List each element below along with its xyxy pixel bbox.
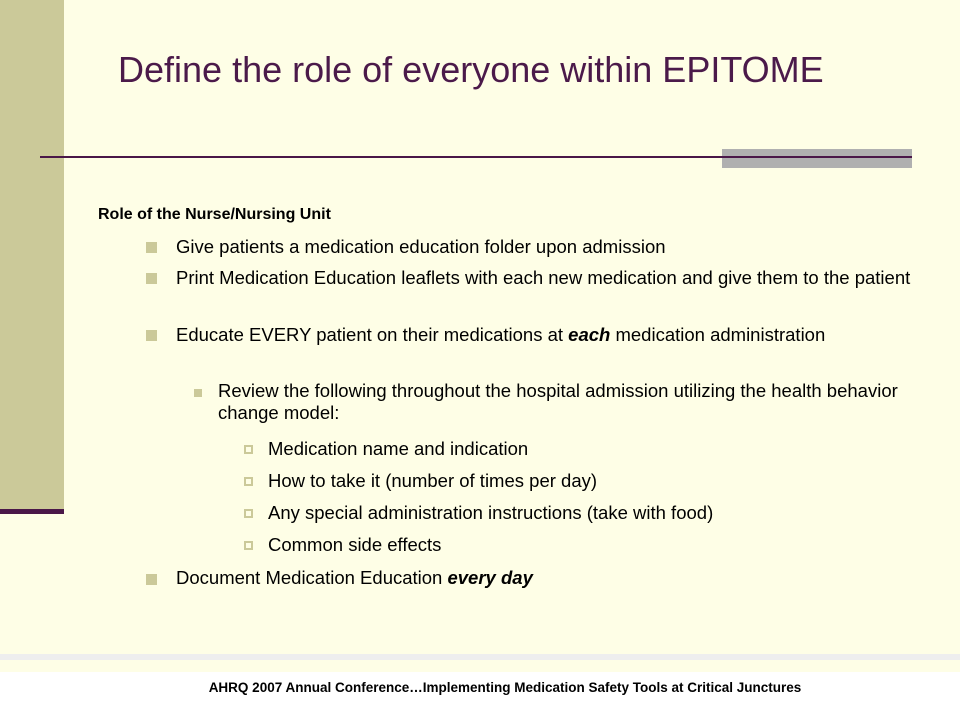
title-rule-block: [722, 149, 912, 168]
hollow-square-bullet-icon: [244, 541, 253, 550]
square-bullet-icon: [146, 574, 157, 585]
bullet-text: medication administration: [610, 324, 826, 345]
footer-divider: [0, 654, 960, 660]
left-accent-bar: [0, 0, 64, 511]
square-bullet-icon: [146, 242, 157, 253]
bullet-item: Give patients a medication education folder upon admission: [176, 236, 666, 257]
footer-text: AHRQ 2007 Annual Conference…Implementing Medication Safety Tools at Critical Junctures: [208, 680, 802, 695]
square-bullet-icon: [194, 389, 202, 397]
bullet-item: [176, 324, 936, 346]
sub-sub-bullet-item: Medication name and indication: [268, 438, 529, 459]
square-bullet-icon: [146, 330, 157, 341]
hollow-square-bullet-icon: [244, 445, 253, 454]
bullet-emphasis: each: [568, 324, 611, 345]
bullet-text: Educate EVERY patient on their medications at: [176, 324, 569, 345]
sub-bullet-item: Review the following throughout the hospital admission utilizing the health behavior change model:: [218, 380, 898, 423]
sub-sub-bullet-item: How to take it (number of times per day): [268, 470, 598, 491]
bullet-emphasis: every day: [447, 567, 533, 588]
left-accent-bar-base: [0, 509, 64, 514]
sub-sub-bullet-item: Any special administration instructions (take with food): [268, 502, 714, 523]
bullet-text: Document Medication Education: [176, 567, 448, 588]
bullet-item: [176, 567, 936, 589]
bullet-item: Print Medication Education leaflets with each new medication and give them to the patient: [176, 267, 911, 288]
hollow-square-bullet-icon: [244, 477, 253, 486]
slide-title: Define the role of everyone within EPITOME: [118, 49, 824, 90]
section-heading: Role of the Nurse/Nursing Unit: [98, 206, 331, 223]
hollow-square-bullet-icon: [244, 509, 253, 518]
square-bullet-icon: [146, 273, 157, 284]
title-rule: [40, 156, 912, 158]
sub-sub-bullet-item: Common side effects: [268, 534, 442, 555]
